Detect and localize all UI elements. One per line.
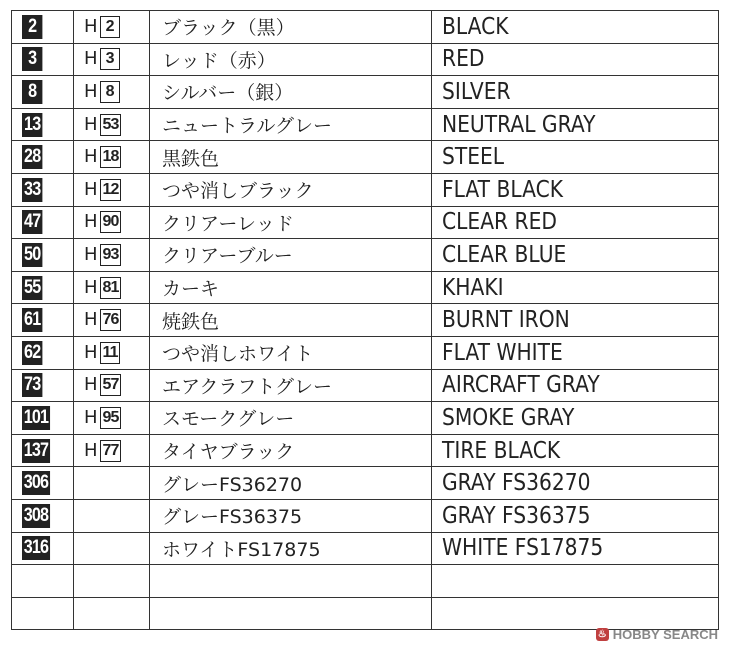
h-code-box: 93 [100, 244, 122, 266]
english-name: SMOKE GRAY [442, 404, 575, 431]
h-code-cell [74, 565, 150, 598]
paint-number-cell [12, 141, 74, 174]
english-name: BURNT IRON [442, 307, 570, 334]
japanese-name-cell: つや消しホワイト [150, 336, 432, 369]
english-name-cell [432, 499, 719, 532]
h-prefix: H [84, 406, 98, 428]
h-code-box: 8 [100, 81, 120, 103]
paint-number-cell [12, 76, 74, 109]
h-code-box: 76 [100, 309, 122, 331]
english-name-cell [432, 271, 719, 304]
english-name: WHITE FS17875 [442, 535, 604, 562]
h-code-box: 2 [100, 16, 120, 38]
hobbysearch-logo-icon: ♨ [596, 628, 609, 641]
h-prefix: H [84, 439, 98, 461]
paint-number-badge: 8 [22, 80, 42, 104]
english-name: AIRCRAFT GRAY [442, 372, 600, 399]
japanese-name-cell: シルバー（銀） [150, 76, 432, 109]
h-code-cell [74, 304, 150, 337]
h-prefix: H [84, 243, 98, 265]
table-row [12, 467, 719, 500]
h-code-box: 77 [100, 440, 122, 462]
english-name-cell [432, 467, 719, 500]
h-code-box: 95 [100, 407, 122, 429]
table-row [12, 173, 719, 206]
table-row [12, 43, 719, 76]
table-row [12, 206, 719, 239]
paint-number-badge: 2 [22, 15, 42, 39]
h-code-cell [74, 467, 150, 500]
h-code-cell [74, 11, 150, 44]
japanese-name-cell: クリアーレッド [150, 206, 432, 239]
table-row [12, 402, 719, 435]
h-prefix: H [84, 15, 98, 37]
english-name-cell [432, 76, 719, 109]
h-prefix: H [84, 113, 98, 135]
japanese-name-cell: タイヤブラック [150, 434, 432, 467]
paint-number-badge: 306 [23, 472, 49, 494]
table-row [12, 304, 719, 337]
japanese-name-cell: つや消しブラック [150, 173, 432, 206]
h-code-cell [74, 173, 150, 206]
english-name-cell [432, 43, 719, 76]
h-code-box: 12 [100, 179, 122, 201]
paint-number-cell [12, 43, 74, 76]
paint-number-cell [12, 108, 74, 141]
paint-number-cell [12, 597, 74, 630]
english-name: FLAT WHITE [442, 339, 563, 366]
english-name: GRAY FS36375 [442, 502, 591, 529]
paint-number-badge: 137 [23, 439, 49, 461]
english-name: NEUTRAL GRAY [442, 111, 596, 138]
paint-number-cell [12, 271, 74, 304]
english-name: FLAT BLACK [442, 176, 563, 203]
english-name-cell [432, 402, 719, 435]
h-prefix: H [84, 178, 98, 200]
table-row [12, 336, 719, 369]
h-code-box: 11 [100, 342, 121, 364]
japanese-name-cell: グレーFS36270 [150, 467, 432, 500]
table-row [12, 108, 719, 141]
english-name-cell [432, 565, 719, 598]
paint-number-badge: 33 [22, 178, 42, 202]
table-row [12, 499, 719, 532]
paint-number-badge: 13 [22, 113, 42, 137]
paint-number-cell [12, 173, 74, 206]
english-name-cell [432, 11, 719, 44]
english-name-cell [432, 434, 719, 467]
english-name-cell [432, 141, 719, 174]
h-code-cell [74, 239, 150, 272]
paint-number-cell [12, 467, 74, 500]
table-row [12, 239, 719, 272]
h-prefix: H [84, 48, 98, 70]
english-name: BLACK [442, 13, 509, 40]
paint-number-cell [12, 434, 74, 467]
paint-number-cell [12, 336, 74, 369]
h-code-cell [74, 43, 150, 76]
h-prefix: H [84, 276, 98, 298]
paint-number-badge: 28 [22, 145, 42, 169]
paint-number-cell [12, 499, 74, 532]
paint-number-cell [12, 239, 74, 272]
paint-number-cell [12, 304, 74, 337]
table-row [12, 434, 719, 467]
h-code-box: 90 [100, 211, 122, 233]
watermark-text: HOBBY SEARCH [612, 627, 718, 642]
english-name: CLEAR BLUE [442, 241, 567, 268]
paint-number-cell [12, 369, 74, 402]
japanese-name-cell: エアクラフトグレー [150, 369, 432, 402]
english-name: STEEL [442, 144, 505, 171]
japanese-name-cell: 黒鉄色 [150, 141, 432, 174]
japanese-name-cell: ニュートラルグレー [150, 108, 432, 141]
paint-number-badge: 50 [22, 243, 42, 267]
table-row [12, 76, 719, 109]
japanese-name-cell: カーキ [150, 271, 432, 304]
japanese-name-cell: レッド（赤） [150, 43, 432, 76]
table-row [12, 597, 719, 630]
h-code-cell [74, 271, 150, 304]
h-code-cell [74, 141, 150, 174]
english-name-cell [432, 532, 719, 565]
h-prefix: H [84, 80, 98, 102]
english-name: TIRE BLACK [442, 437, 561, 464]
h-prefix: H [84, 374, 98, 396]
h-prefix: H [84, 341, 98, 363]
watermark [596, 627, 718, 642]
japanese-name-cell: クリアーブルー [150, 239, 432, 272]
english-name-cell [432, 369, 719, 402]
paint-number-badge: 316 [23, 537, 49, 559]
paint-number-cell [12, 402, 74, 435]
japanese-name-cell: ホワイトFS17875 [150, 532, 432, 565]
paint-number-badge: 47 [22, 210, 42, 234]
paint-number-cell [12, 565, 74, 598]
h-code-cell [74, 206, 150, 239]
h-code-box: 81 [100, 277, 122, 299]
h-code-cell [74, 434, 150, 467]
japanese-name-cell: グレーFS36375 [150, 499, 432, 532]
h-code-cell [74, 597, 150, 630]
paint-number-cell [12, 532, 74, 565]
h-code-cell [74, 369, 150, 402]
h-code-cell [74, 108, 150, 141]
h-code-cell [74, 532, 150, 565]
paint-number-badge: 55 [22, 276, 42, 300]
h-prefix: H [84, 211, 98, 233]
h-code-cell [74, 336, 150, 369]
paint-number-badge: 3 [22, 47, 42, 71]
paint-color-table [11, 10, 719, 630]
english-name: SILVER [442, 78, 511, 105]
paint-number-badge: 61 [22, 308, 42, 332]
paint-number-badge: 308 [23, 504, 49, 526]
paint-table-body [12, 11, 719, 630]
english-name: GRAY FS36270 [442, 470, 591, 497]
english-name-cell [432, 206, 719, 239]
english-name-cell [432, 239, 719, 272]
h-code-box: 18 [100, 146, 122, 168]
table-row [12, 369, 719, 402]
english-name: CLEAR RED [442, 209, 557, 236]
english-name: KHAKI [442, 274, 504, 301]
h-code-cell [74, 76, 150, 109]
paint-number-badge: 62 [22, 341, 42, 365]
h-code-cell [74, 499, 150, 532]
paint-number-badge: 73 [22, 373, 42, 397]
paint-number-badge: 101 [23, 406, 49, 428]
english-name-cell [432, 173, 719, 206]
table-row [12, 271, 719, 304]
h-code-cell [74, 402, 150, 435]
table-row [12, 141, 719, 174]
japanese-name-cell: スモークグレー [150, 402, 432, 435]
japanese-name-cell [150, 565, 432, 598]
english-name-cell [432, 304, 719, 337]
japanese-name-cell [150, 597, 432, 630]
japanese-name-cell: ブラック（黒） [150, 11, 432, 44]
english-name: RED [442, 46, 485, 73]
english-name-cell [432, 597, 719, 630]
h-prefix: H [84, 309, 98, 331]
english-name-cell [432, 108, 719, 141]
english-name-cell [432, 336, 719, 369]
table-row [12, 532, 719, 565]
h-prefix: H [84, 146, 98, 168]
table-row [12, 11, 719, 44]
paint-number-cell [12, 11, 74, 44]
table-row [12, 565, 719, 598]
h-code-box: 3 [100, 48, 120, 70]
japanese-name-cell: 焼鉄色 [150, 304, 432, 337]
h-code-box: 53 [100, 114, 122, 136]
paint-number-cell [12, 206, 74, 239]
h-code-box: 57 [100, 374, 122, 396]
